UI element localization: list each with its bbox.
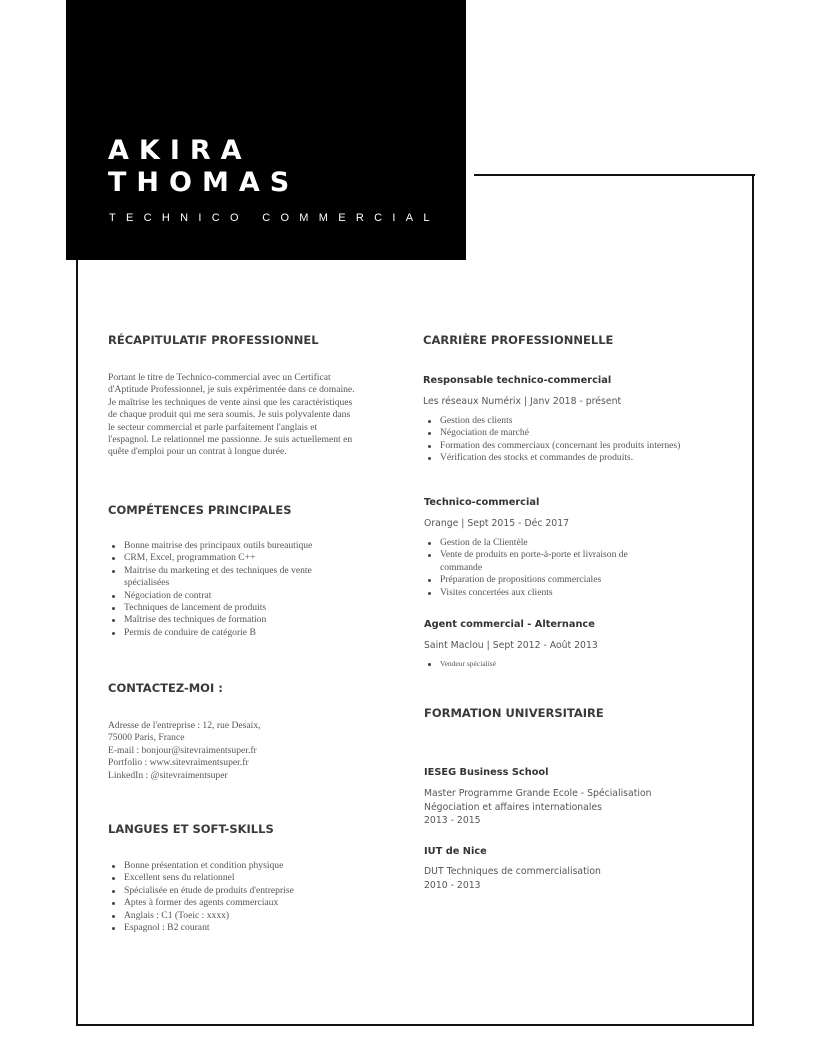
list-item: Anglais : C1 (Toeic : xxxx): [108, 910, 368, 922]
frame-bottom-border: [76, 1024, 754, 1026]
list-item: Négociation de marché: [424, 427, 684, 439]
list-item: Vente de produits en porte-à-porte et livraison de commande: [424, 549, 664, 574]
list-item: Bonne maitrise des principaux outils bureautique: [108, 540, 358, 552]
school-2-details: [424, 865, 601, 892]
list-item: Excellent sens du relationnel: [108, 872, 368, 884]
list-item: Gestion des clients: [424, 415, 684, 427]
list-item: Permis de conduire de catégorie B: [108, 627, 358, 639]
first-name: AKIRA: [108, 135, 252, 166]
job-3-tasks: [424, 659, 624, 669]
contact-email: E-mail : bonjour@sitevraimentsuper.fr: [108, 744, 257, 756]
job-2-tasks: [424, 537, 664, 599]
summary-line: Je maîtrise les techniques de vente ainsi que les caractéristiques: [108, 396, 353, 408]
job-3-subtitle: [424, 639, 598, 653]
list-item: Négociation de contrat: [108, 590, 358, 602]
job-1-subtitle: [423, 395, 621, 409]
job-1-company-dates: Les réseaux Numérix | Janv 2018 - présent: [423, 396, 622, 407]
list-item: Aptes à former des agents commerciaux: [108, 897, 368, 909]
last-name: THOMAS: [108, 167, 300, 198]
school-1-dates: 2013 - 2015: [424, 815, 481, 826]
list-item: Techniques de lancement de produits: [108, 602, 358, 614]
frame-right-border: [752, 174, 754, 1026]
job-title: TECHNICO COMMERCIAL: [109, 212, 440, 224]
school-1-degree: Master Programme Grande Ecole - Spécialisation: [424, 788, 652, 799]
languages-list: [108, 860, 368, 934]
school-1-details: [424, 787, 652, 828]
list-item: Maîtrise des techniques de formation: [108, 614, 358, 626]
summary-line: quête d'emploi pour un contrat à longue durée.: [108, 446, 287, 458]
summary-line: de chaque produit qui me sera soumis. Je suis polyvalente dans: [108, 409, 351, 421]
contact-address-line: Adresse de l'entreprise : 12, rue Desaix,: [108, 720, 261, 731]
job-2-subtitle: [424, 517, 569, 531]
school-1-specialty: Négociation et affaires internationales: [424, 801, 602, 813]
education-title: FORMATION UNIVERSITAIRE: [424, 706, 604, 720]
languages-title: LANGUES ET SOFT-SKILLS: [108, 822, 274, 836]
job-1-title: Responsable technico-commercial: [423, 375, 612, 386]
list-item: CRM, Excel, programmation C++: [108, 552, 358, 564]
skills-list: [108, 540, 358, 639]
list-item: Vendeur spécialisé: [424, 659, 624, 669]
job-2-title: Technico-commercial: [424, 497, 540, 508]
school-1-name: IESEG Business School: [424, 767, 549, 778]
list-item: Vérification des stocks et commandes de produits.: [424, 452, 684, 464]
summary-line: d'Aptitude Professionnel, je suis expérimentée dans ce domaine.: [108, 384, 355, 396]
header-block: [66, 0, 466, 260]
list-item: Spécialisée en étude de produits d'entreprise: [108, 885, 368, 897]
summary-line: l'espagnol. Le relationnel me passionne. Je suis actuellement en: [108, 434, 353, 446]
list-item: Maitrise du marketing et des techniques de vente spécialisées: [108, 565, 358, 590]
job-3-company-dates: Saint Maclou | Sept 2012 - Août 2013: [424, 640, 598, 651]
summary-line: Portant le titre de Technico-commercial avec un Certificat: [108, 372, 331, 383]
list-item: Espagnol : B2 courant: [108, 922, 368, 934]
summary-title: RÉCAPITULATIF PROFESSIONNEL: [108, 333, 319, 347]
list-item: Formation des commerciaux (concernant les produits internes): [424, 440, 684, 452]
list-item: Préparation de propositions commerciales: [424, 574, 664, 586]
contact-city-line: 75000 Paris, France: [108, 732, 185, 744]
frame-left-border: [76, 258, 78, 1026]
list-item: Bonne présentation et condition physique: [108, 860, 368, 872]
job-2-company-dates: Orange | Sept 2015 - Déc 2017: [424, 518, 570, 529]
job-1-tasks: [424, 415, 684, 465]
school-2-name: IUT de Nice: [424, 846, 487, 857]
skills-title: COMPÉTENCES PRINCIPALES: [108, 503, 292, 517]
summary-text: [108, 372, 355, 459]
job-3-title: Agent commercial - Alternance: [424, 619, 595, 630]
career-title: CARRIÈRE PROFESSIONNELLE: [423, 333, 614, 347]
contact-title: CONTACTEZ-MOI :: [108, 681, 223, 695]
contact-linkedin: LinkedIn : @sitevraimentsuper: [108, 769, 228, 781]
school-2-dates: 2010 - 2013: [424, 879, 481, 891]
frame-top-border: [474, 174, 755, 176]
contact-details: [108, 720, 261, 782]
list-item: Gestion de la Clientèle: [424, 537, 664, 549]
summary-line: le secteur commercial et parle parfaitement l'anglais et: [108, 421, 318, 433]
list-item: Visites concertées aux clients: [424, 587, 664, 599]
contact-portfolio: Portfolio : www.sitevraimentsuper.fr: [108, 757, 249, 769]
school-2-degree: DUT Techniques de commercialisation: [424, 866, 601, 877]
